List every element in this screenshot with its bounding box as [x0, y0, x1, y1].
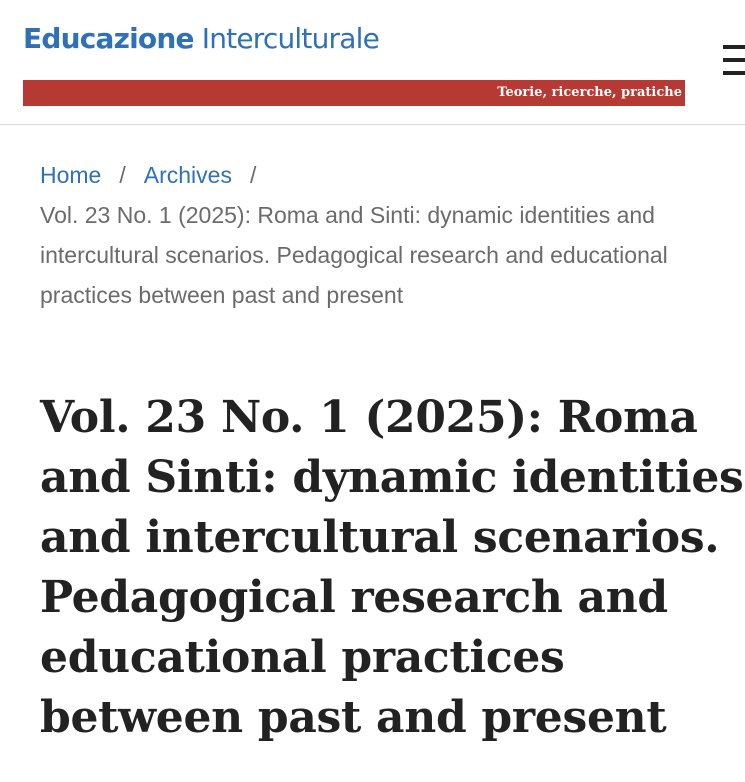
breadcrumb-home-link[interactable]: Home	[40, 162, 102, 188]
breadcrumb-archives-link[interactable]: Archives	[143, 162, 232, 188]
site-header	[0, 0, 745, 125]
logo-text-secondary: Interculturale	[201, 22, 379, 55]
breadcrumb-separator: /	[119, 162, 126, 188]
breadcrumb	[40, 155, 740, 315]
page-title: Vol. 23 No. 1 (2025): Roma and Sinti: dynamic identities and intercultural scenarios. Pedagogical research and educational practices between past and present	[40, 392, 744, 743]
breadcrumb-current-issue: Vol. 23 No. 1 (2025): Roma and Sinti: dynamic identities and intercultural scenarios. Pedagogical research and educational practices between past and present	[40, 202, 668, 308]
site-logo[interactable]	[23, 22, 379, 56]
tagline-bar	[23, 80, 685, 106]
hamburger-menu-icon[interactable]	[723, 45, 745, 81]
site-tagline: Teorie, ricerche, pratiche	[497, 85, 682, 100]
breadcrumb-links	[40, 155, 740, 195]
breadcrumb-separator: /	[249, 162, 257, 188]
logo-text-primary: Educazione	[23, 22, 194, 55]
